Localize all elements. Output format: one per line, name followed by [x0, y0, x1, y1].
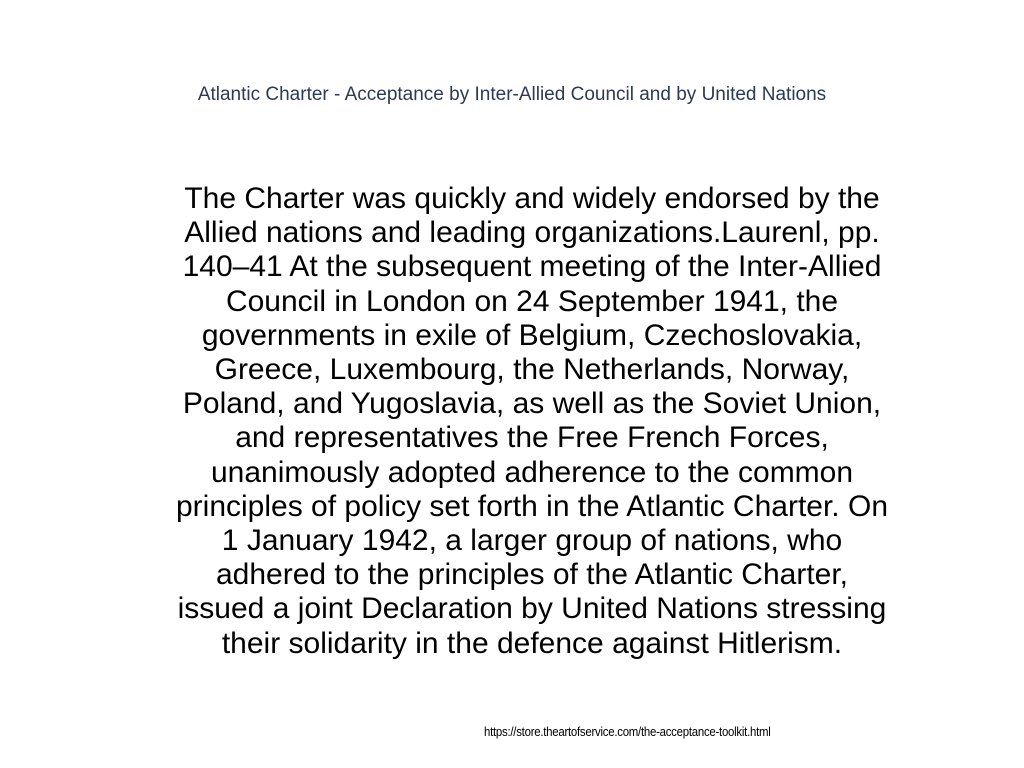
body-line: 140–41 At the subsequent meeting of the Inter-Allied	[182, 250, 882, 284]
body-line: governments in exile of Belgium, Czechoslovakia,	[201, 318, 863, 352]
body-line: Greece, Luxembourg, the Netherlands, Norway,	[214, 353, 850, 387]
body-line: Poland, and Yugoslavia, as well as the Soviet Union,	[182, 387, 882, 421]
body-line: The Charter was quickly and widely endorsed by the	[184, 182, 880, 215]
slide-body	[100, 182, 964, 661]
body-line: principles of policy set forth in the Atlantic Charter. On	[175, 489, 889, 523]
body-line: their solidarity in the defence against Hitlerism.	[221, 626, 843, 660]
slide-title: Atlantic Charter - Acceptance by Inter-Allied Council and by United Nations	[197, 84, 827, 105]
body-line: adhered to the principles of the Atlantic Charter,	[215, 558, 849, 592]
body-line: Council in London on 24 September 1941, the	[225, 284, 839, 318]
body-line: unanimously adopted adherence to the common	[210, 455, 854, 489]
body-line: Allied nations and leading organizations.Laurenl, pp.	[184, 216, 880, 250]
body-line: 1 January 1942, a larger group of nations, who	[221, 524, 843, 558]
body-line: and representatives the Free French Forces,	[235, 421, 829, 455]
body-line: issued a joint Declaration by United Nations stressing	[177, 592, 887, 626]
footer-link[interactable]: https://store.theartofservice.com/the-acceptance-toolkit.html	[484, 724, 771, 739]
